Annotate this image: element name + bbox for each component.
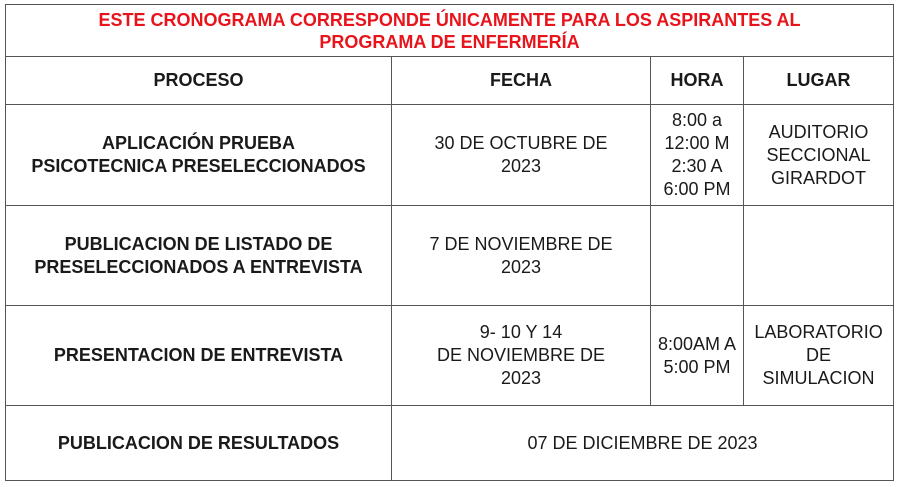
- hora-line: 2:30 A: [671, 156, 723, 176]
- table-row: [6, 105, 894, 206]
- proceso-line: PRESELECCIONADOS A ENTREVISTA: [34, 256, 363, 277]
- lugar-line: SIMULACION: [762, 368, 875, 388]
- proceso-cell: [6, 306, 392, 406]
- fecha-line: 30 DE OCTUBRE DE: [434, 133, 608, 153]
- lugar-line: AUDITORIO: [768, 121, 869, 142]
- hora-cell: [651, 306, 744, 406]
- lugar-line: LABORATORIO: [754, 322, 883, 342]
- header-proceso: PROCESO: [6, 57, 392, 105]
- header-fecha: FECHA: [392, 57, 651, 105]
- header-hora: HORA: [651, 57, 744, 105]
- fecha-line: 07 DE DICIEMBRE DE 2023: [527, 432, 758, 453]
- fecha-line: 2023: [500, 156, 542, 176]
- fecha-line: DE NOVIEMBRE DE: [436, 345, 606, 365]
- fecha-cell: [392, 206, 651, 306]
- banner-line-1: ESTE CRONOGRAMA CORRESPONDE ÚNICAMENTE PARA LOS ASPIRANTES AL: [98, 9, 801, 30]
- hora-line: 6:00 PM: [663, 179, 731, 199]
- header-row: [6, 57, 894, 105]
- hora-line: 12:00 M: [664, 133, 730, 153]
- proceso-cell: [6, 406, 392, 481]
- fecha-cell: [392, 406, 894, 481]
- schedule-table: [5, 4, 894, 481]
- lugar-line: SECCIONAL: [766, 144, 871, 165]
- hora-line: 8:00 a: [671, 110, 723, 130]
- fecha-line: 9- 10 Y 14: [479, 322, 563, 342]
- lugar-cell: [744, 105, 894, 206]
- proceso-line: PSICOTECNICA PRESELECCIONADOS: [31, 156, 366, 176]
- proceso-line: PRESENTACION DE ENTREVISTA: [53, 345, 344, 365]
- fecha-line: 2023: [500, 257, 542, 277]
- fecha-line: 2023: [500, 368, 542, 388]
- lugar-cell: [744, 206, 894, 306]
- lugar-line: DE: [806, 345, 832, 365]
- table-row: [6, 206, 894, 306]
- hora-line: 8:00AM A: [657, 333, 737, 354]
- table-row: [6, 306, 894, 406]
- hora-cell: [651, 105, 744, 206]
- hora-cell: [651, 206, 744, 306]
- proceso-cell: [6, 105, 392, 206]
- lugar-cell: [744, 306, 894, 406]
- fecha-cell: [392, 306, 651, 406]
- proceso-line: APLICACIÓN PRUEBA: [101, 133, 295, 153]
- fecha-line: 7 DE NOVIEMBRE DE: [429, 234, 613, 254]
- banner-line-2: PROGRAMA DE ENFERMERÍA: [319, 31, 580, 52]
- proceso-cell: [6, 206, 392, 306]
- fecha-cell: [392, 105, 651, 206]
- header-lugar: LUGAR: [744, 57, 894, 105]
- banner-row: [6, 5, 894, 57]
- table-row: [6, 406, 894, 481]
- notice-banner: [6, 5, 894, 57]
- hora-line: 5:00 PM: [663, 356, 731, 377]
- proceso-line: PUBLICACION DE RESULTADOS: [57, 432, 340, 453]
- proceso-line: PUBLICACION DE LISTADO DE: [64, 233, 333, 254]
- lugar-line: GIRARDOT: [771, 167, 867, 188]
